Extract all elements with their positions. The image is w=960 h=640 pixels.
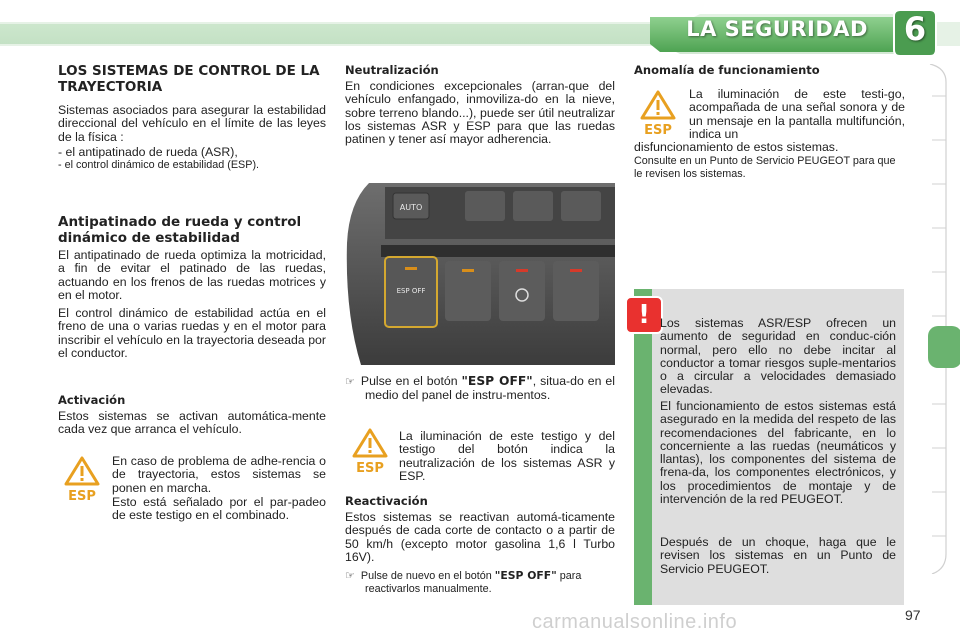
exclamation-icon: ! bbox=[625, 296, 663, 334]
section-title: LA SEGURIDAD bbox=[686, 17, 868, 41]
esp-icon-label: ESP bbox=[68, 489, 96, 502]
main-title: LOS SISTEMAS DE CONTROL DE LA TRAYECTORIA bbox=[58, 63, 320, 95]
neutralization-esp-note: La iluminación de este testigo y del testigo del botón indica la neutralización de los sistemas ASR y ESP. bbox=[399, 429, 615, 483]
hand-pointer-icon: ☞ bbox=[345, 570, 355, 582]
anomaly-text-end: disfuncionamiento de estos sistemas. bbox=[634, 140, 839, 154]
esp-off-label: "ESP OFF" bbox=[461, 374, 533, 388]
reactivation-text: Estos sistemas se reactivan automá-ticamente después de cada corte de contacto o a partir de 50 km/h (excepto motor gasolina 1,6 l Turbo 16V). bbox=[345, 510, 615, 564]
asr-paragraph: El antipatinado de rueda optimiza la motricidad, a fin de evitar el patinado de las ruedas, actuando en los frenos de las ruedas motrices y en el motor. bbox=[58, 248, 326, 302]
esp-warning-icon bbox=[62, 456, 102, 502]
systems-list bbox=[58, 146, 328, 172]
page-number: 97 bbox=[905, 607, 921, 623]
anomaly-text: La iluminación de este testi-go, acompañada de una señal sonora y de un mensaje en la pantalla multifunción, indica un bbox=[689, 87, 905, 141]
step-press-again: ☞ Pulse de nuevo en el botón "ESP OFF" para reactivarlos manualmente. bbox=[345, 569, 582, 595]
intro-text: Sistemas asociados para asegurar la estabilidad direccional del vehículo en el límite de las leyes de la física : bbox=[58, 103, 326, 144]
hand-pointer-icon: ☞ bbox=[345, 376, 355, 388]
dashboard-photo bbox=[345, 183, 615, 365]
neutralization-title: Neutralización bbox=[345, 63, 439, 77]
esp-off-label-2: "ESP OFF" bbox=[494, 569, 557, 582]
esp-anomaly-icon bbox=[638, 90, 678, 136]
section-title-asr-esp: Antipatinado de rueda y control dinámico de estabilidad bbox=[58, 214, 302, 246]
step-press-esp-off: ☞ Pulse en el botón "ESP OFF", situa-do en el medio del panel de instru-mentos. bbox=[345, 374, 615, 403]
warning-paragraph-3: Después de un choque, haga que le revisen los sistemas en un Punto de Servicio PEUGEOT. bbox=[660, 535, 896, 576]
activation-title: Activación bbox=[58, 393, 126, 407]
auto-button-label: AUTO bbox=[399, 203, 423, 212]
svg-text:ESP: ESP bbox=[356, 461, 384, 474]
esp-note-1: En caso de problema de adhe-rencia o de trayectoria, estos sistemas se ponen en marcha. bbox=[112, 454, 326, 495]
esp-note-2: Esto está señalado por el par-padeo de este testigo en el combinado. bbox=[112, 495, 326, 523]
svg-text:ESP: ESP bbox=[644, 123, 672, 136]
list-item-asr: - el antipatinado de rueda (ASR), bbox=[58, 145, 238, 159]
warning-paragraph-2: El funcionamiento de estos sistemas está asegurado en la medida del respeto de las recomendaciones del fabricante, en lo concerniente a las ruedas (neumáticos y llantas), los componentes del sistema de frena-da, los componentes electrónicos, y los procedimientos de montaje y de intervención de la red PEUGEOT. bbox=[660, 399, 896, 507]
activation-text: Estos sistemas se activan automática-mente cada vez que arranca el vehículo. bbox=[58, 409, 326, 437]
anomaly-note: Consulte en un Punto de Servicio PEUGEOT para que le revisen los sistemas. bbox=[634, 155, 896, 180]
esp-neutralized-icon bbox=[350, 428, 390, 474]
warning-paragraph-1: Los sistemas ASR/ESP ofrecen un aumento de seguridad en conduc-ción normal, pero ello no debe incitar al conductor a tomar riesgos suple-mentarios o a circular a velocidades demasiado elevadas. bbox=[660, 316, 896, 397]
list-item-esp: - el control dinámico de estabilidad (ESP). bbox=[58, 159, 260, 172]
chapter-number: 6 bbox=[903, 10, 927, 48]
esp-paragraph: El control dinámico de estabilidad actúa en el freno de una o varias ruedas y en el motor para inscribir el vehículo en la trayectoria deseada por el conductor. bbox=[58, 306, 326, 360]
esp-off-button-label: ESP OFF bbox=[396, 287, 426, 295]
warning-stripe bbox=[634, 289, 652, 605]
watermark: carmanualsonline.info bbox=[532, 611, 738, 633]
reactivation-title: Reactivación bbox=[345, 494, 428, 508]
side-tabs bbox=[926, 64, 960, 574]
anomaly-title: Anomalía de funcionamiento bbox=[634, 63, 820, 77]
neutralization-text: En condiciones excepcionales (arran-que del vehículo enfangado, inmoviliza-do en la nieve, sobre terreno blando...), puede ser útil neutralizar los sistemas ASR y ESP para que las ruedas patinen y tener así mayor adherencia. bbox=[345, 79, 615, 147]
